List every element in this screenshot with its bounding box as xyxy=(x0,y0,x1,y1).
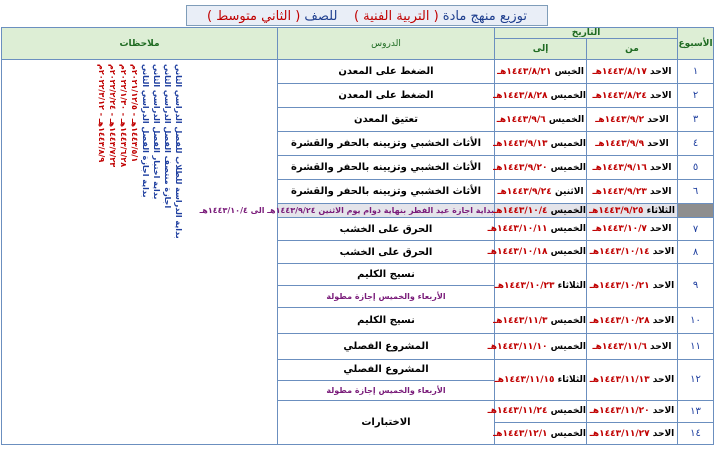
day-name: الاحد xyxy=(650,66,672,77)
date-value: ١٤٤٣/١٠/١٤هـ xyxy=(589,247,650,257)
to-date xyxy=(495,180,587,204)
date-value: ١٤٤٣/١٠/٢٨هـ xyxy=(589,315,650,326)
from-date xyxy=(587,241,678,264)
day-name: الاحد xyxy=(652,374,675,385)
week-number: ٢ xyxy=(678,84,714,108)
lesson-cell: الحرق على الخشب xyxy=(278,218,495,241)
day-name: الثلاثاء xyxy=(557,280,587,291)
date-value: ١٤٤٣/٩/٢٠هـ xyxy=(493,162,548,173)
to-date xyxy=(495,156,587,180)
week-number: ٨ xyxy=(678,241,714,264)
lesson-cell: الضغط على المعدن xyxy=(278,60,495,84)
week-number: ٣ xyxy=(678,108,714,132)
day-name: الثلاثاء xyxy=(557,374,587,385)
lesson-cell-exams: الاختبارات xyxy=(278,400,495,444)
header-remarks: ملاحظات xyxy=(2,28,278,60)
lesson-cell: تعتيق المعدن xyxy=(278,108,495,132)
remark-date: ١٤٤٣/٨/٩هـ - ٢٠٢٢/٣/١٢م xyxy=(97,64,106,163)
remark-line: بداية اختبار الفصل الدراسي الثاني xyxy=(152,64,161,200)
to-date xyxy=(495,60,587,84)
page-title xyxy=(186,5,548,26)
date-value: ١٤٤٣/١٠/٢١هـ xyxy=(589,280,650,291)
from-date xyxy=(587,84,678,108)
title-subject: ( التربية الفنية ) xyxy=(353,9,439,24)
lesson-cell: الحرق على الخشب xyxy=(278,241,495,264)
title-grade-label: للصف xyxy=(304,9,338,24)
day-name: الاحد xyxy=(652,406,675,417)
holiday-week-cell xyxy=(678,204,714,218)
date-value: ١٤٤٣/١٠/٢٣هـ xyxy=(494,280,555,291)
day-name: الخميس xyxy=(550,205,587,216)
day-name: الاحد xyxy=(647,138,669,149)
date-value: ١٤٤٣/٩/٢هـ xyxy=(595,114,645,125)
lesson-cell: الأثاث الخشبي وتزيينه بالحفر والقشرة xyxy=(278,156,495,180)
to-date xyxy=(495,84,587,108)
date-value: ١٤٤٣/٩/٦هـ xyxy=(496,114,546,125)
date-value: ١٤٤٣/١١/١٥هـ xyxy=(494,374,555,385)
remark-line: اجازة منتصف الفصل الدراسي الثاني xyxy=(163,64,172,209)
day-name: الاحد xyxy=(650,224,672,234)
day-name: الاحد xyxy=(650,162,672,173)
week-number: ٤ xyxy=(678,132,714,156)
from-date xyxy=(587,180,678,204)
week-number: ١٠ xyxy=(678,308,714,334)
remark-date: ١٤٤٣/٥/١هـ - ٢٠٢١/١٢/٥م xyxy=(130,64,139,163)
to-date xyxy=(495,308,587,334)
lesson-cell: نسيج الكليم xyxy=(278,308,495,334)
day-name: الخميس xyxy=(550,341,587,352)
from-date xyxy=(587,400,678,422)
remark-date: ١٤٤٣/٧/٢٣هـ - ٢٠٢٢/٢/٢٤م xyxy=(108,64,117,168)
remarks-cell xyxy=(2,60,278,445)
lesson-cell: الأثاث الخشبي وتزيينه بالحفر والقشرة xyxy=(278,180,495,204)
header-date: التاريخ xyxy=(495,28,678,39)
lesson-cell: المشروع الفصلي xyxy=(278,360,495,380)
date-value: ١٤٤٣/١٠/٤هـ xyxy=(493,205,548,216)
day-name: الاحد xyxy=(650,341,672,352)
day-name: الاحد xyxy=(652,428,675,439)
day-name: الاحد xyxy=(650,186,672,197)
to-date xyxy=(487,241,587,264)
date-value: ١٤٤٣/٩/١٦هـ xyxy=(592,162,647,173)
week-number: ٥ xyxy=(678,156,714,180)
header-to: إلى xyxy=(495,39,587,60)
day-name: الخميس xyxy=(550,224,587,234)
date-value: ١٤٤٣/٨/٢٨هـ xyxy=(493,90,548,101)
date-value: ١٤٤٣/١١/٢٧هـ xyxy=(589,428,650,439)
table-row xyxy=(2,60,714,84)
header-week: الأسبوع xyxy=(678,28,714,60)
header-from: من xyxy=(587,39,678,60)
from-date xyxy=(587,334,678,360)
to-date xyxy=(495,360,587,400)
from-date xyxy=(587,60,678,84)
remark-line: بداية الدراسة للطلاب للفصل الدراسي الثاني xyxy=(174,64,183,239)
to-date xyxy=(487,334,587,360)
remark-line: بداية اجازة الفصل الدراسي الثاني xyxy=(141,64,150,198)
date-value: ١٤٤٣/٩/٩هـ xyxy=(595,138,645,149)
day-name: الاثنين xyxy=(554,186,584,197)
title-grade: ( الثاني متوسط ) xyxy=(206,9,301,24)
day-name: الاحد xyxy=(652,280,675,291)
week-number: ١٣ xyxy=(678,400,714,422)
day-name: الاحد xyxy=(652,315,675,326)
week-number: ١١ xyxy=(678,334,714,360)
date-value: ١٤٤٣/١١/٣هـ xyxy=(493,315,548,326)
date-value: ١٤٤٣/١٠/٧هـ xyxy=(592,224,647,234)
lesson-cell: الضغط على المعدن xyxy=(278,84,495,108)
from-date xyxy=(587,204,678,218)
remarks-content xyxy=(2,60,277,444)
date-value: ١٤٤٣/٩/٢٣هـ xyxy=(592,186,647,197)
title-prefix: توزيع منهج مادة xyxy=(442,9,527,24)
from-date xyxy=(587,264,678,308)
date-value: ١٤٤٣/١١/١٠هـ xyxy=(487,341,548,352)
week-number: ٩ xyxy=(678,264,714,308)
week-number: ١٤ xyxy=(678,423,714,445)
day-name: الثلاثاء xyxy=(646,205,675,216)
from-date xyxy=(587,218,678,241)
from-date xyxy=(587,156,678,180)
date-value: ١٤٤٣/٩/٢٥هـ xyxy=(589,205,644,216)
day-name: الخميس xyxy=(550,406,587,417)
date-value: ١٤٤٣/١٠/١١هـ xyxy=(487,224,548,234)
date-value: ١٤٤٣/٩/٢٤هـ xyxy=(497,186,552,197)
day-name: الاحد xyxy=(652,247,675,257)
date-value: ١٤٤٣/١١/١٣هـ xyxy=(589,374,650,385)
from-date xyxy=(587,132,678,156)
week-number: ١ xyxy=(678,60,714,84)
day-name: الخميس xyxy=(550,90,587,101)
from-date xyxy=(587,423,678,445)
day-name: الخميس xyxy=(550,315,587,326)
to-date xyxy=(495,264,587,308)
week-number: ١٢ xyxy=(678,360,714,400)
date-value: ١٤٤٣/١١/٦هـ xyxy=(592,341,647,352)
week-number: ٧ xyxy=(678,218,714,241)
to-date xyxy=(487,400,587,422)
from-date xyxy=(587,360,678,400)
lesson-cell: الأثاث الخشبي وتزيينه بالحفر والقشرة xyxy=(278,132,495,156)
date-value: ١٤٤٣/٨/٢١هـ xyxy=(497,66,552,77)
day-name: الخميس xyxy=(550,247,587,257)
day-name: الاحد xyxy=(650,90,672,101)
lesson-cell: نسيج الكليم xyxy=(278,264,495,286)
week-number: ٦ xyxy=(678,180,714,204)
to-date xyxy=(495,204,587,218)
day-name: الخميس xyxy=(548,114,585,125)
note-cell: الأربعاء والخميس إجازة مطولة xyxy=(278,380,495,400)
from-date xyxy=(587,308,678,334)
date-value: ١٤٤٣/١٠/١٨هـ xyxy=(487,247,548,257)
curriculum-table xyxy=(1,27,714,445)
lesson-cell: المشروع الفصلي xyxy=(278,334,495,360)
day-name: الخميس xyxy=(550,138,587,149)
day-name: الخميس xyxy=(550,162,587,173)
date-value: ١٤٤٣/١٢/١هـ xyxy=(493,428,548,439)
day-name: الاحد xyxy=(647,114,669,125)
holiday-text: بداية اجازة عيد الفطر بنهاية دوام يوم الاثنين ١٤٤٣/٩/٢٤هـ الى ١٤٤٣/١٠/٤هـ xyxy=(278,204,495,218)
to-date xyxy=(487,218,587,241)
date-value: ١٤٤٣/٩/١٣هـ xyxy=(493,138,548,149)
header-lessons: الدروس xyxy=(278,28,495,60)
day-name: الخيس xyxy=(554,66,584,77)
date-value: ١٤٤٣/٨/٢٤هـ xyxy=(592,90,647,101)
remark-date: ١٤٤٣/٦/٢٨هـ - ٢٠٢٢/١/٣٠م xyxy=(119,64,128,168)
date-value: ١٤٤٣/١١/٢٠هـ xyxy=(589,406,650,417)
day-name: الخميس xyxy=(550,428,587,439)
from-date xyxy=(587,108,678,132)
date-value: ١٤٤٣/١١/٢٤هـ xyxy=(487,406,548,417)
to-date xyxy=(495,132,587,156)
note-cell: الأربعاء والخميس إجازة مطولة xyxy=(278,286,495,308)
date-value: ١٤٤٣/٨/١٧هـ xyxy=(592,66,647,77)
to-date xyxy=(495,108,587,132)
to-date xyxy=(495,423,587,445)
